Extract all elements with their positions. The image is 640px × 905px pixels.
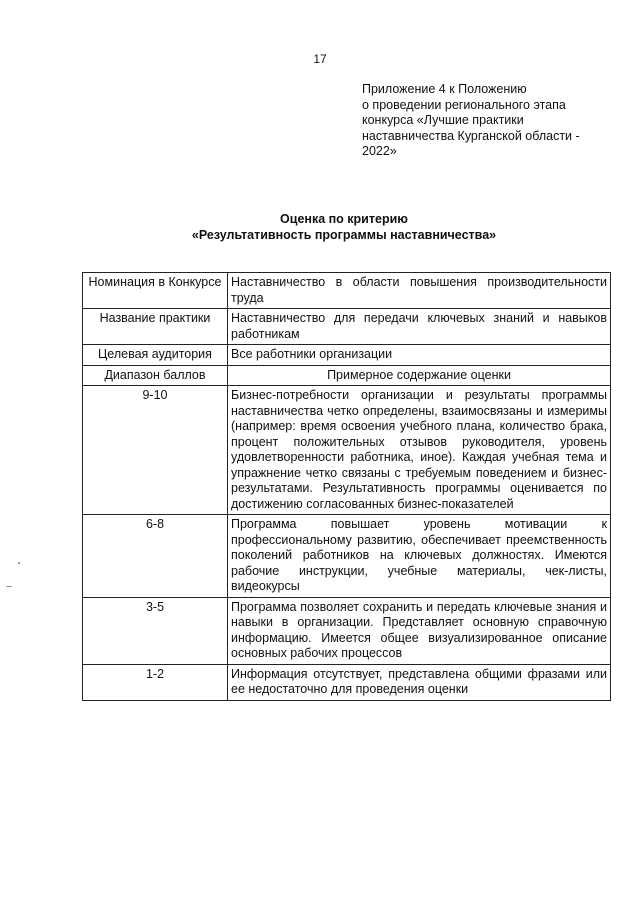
heading-line: «Результативность программы наставничества» bbox=[191, 228, 497, 242]
appendix-note bbox=[362, 82, 622, 160]
table-row bbox=[83, 309, 611, 345]
table-row bbox=[83, 515, 611, 598]
score-range: 1-2 bbox=[83, 664, 228, 700]
row-label: Целевая аудитория bbox=[83, 345, 228, 366]
score-description: Программа позволяет сохранить и передать ключевые знания и навыки в организации. Представляет основную справочную информацию. Имеется общее визуализированное описание основных рабочих процессов bbox=[228, 597, 611, 664]
score-description: Программа повышает уровень мотивации к профессиональному развитию, обеспечивает преемственность поколений работников на ключевых должностях. Имеются рабочие инструкции, учебные материалы, чек-листы, видеокурсы bbox=[228, 515, 611, 598]
column-header-range: Диапазон баллов bbox=[83, 365, 228, 386]
appendix-line: наставничества Курганской области - bbox=[362, 128, 580, 143]
table-row bbox=[83, 345, 611, 366]
row-label: Название практики bbox=[83, 309, 228, 345]
table-row bbox=[83, 386, 611, 515]
document-heading bbox=[0, 211, 640, 243]
score-description: Бизнес-потребности организации и результаты программы наставничества четко определены, взаимосвязаны и измеримы (например: время освоения учебного плана, количество брака, процент положительных отзывов руководителя, уровень удовлетворенности работника, иное). Каждая учебная тема и упражнение четко связаны с требуемым поведением и бизнес-результатами. Результативность программы оценивается по достижению согласованных бизнес-показателей bbox=[228, 386, 611, 515]
appendix-line: о проведении регионального этапа bbox=[362, 97, 566, 112]
criteria-table bbox=[82, 272, 611, 701]
appendix-line: 2022» bbox=[362, 144, 397, 158]
row-value: Все работники организации bbox=[228, 345, 611, 366]
scan-artifact bbox=[6, 586, 12, 587]
score-description: Информация отсутствует, представлена общими фразами или ее недостаточно для проведения оценки bbox=[228, 664, 611, 700]
row-value: Наставничество для передачи ключевых знаний и навыков работникам bbox=[228, 309, 611, 345]
column-header-content: Примерное содержание оценки bbox=[228, 365, 611, 386]
appendix-line: Приложение 4 к Положению bbox=[362, 82, 527, 96]
page-number: 17 bbox=[313, 52, 327, 66]
scan-artifact bbox=[18, 562, 20, 564]
score-range: 3-5 bbox=[83, 597, 228, 664]
heading-line: Оценка по критерию bbox=[280, 212, 408, 226]
table-row bbox=[83, 664, 611, 700]
table-row bbox=[83, 273, 611, 309]
table-header-row bbox=[83, 365, 611, 386]
score-range: 9-10 bbox=[83, 386, 228, 515]
appendix-line: конкурса «Лучшие практики bbox=[362, 113, 524, 127]
table-row bbox=[83, 597, 611, 664]
row-value: Наставничество в области повышения производительности труда bbox=[228, 273, 611, 309]
score-range: 6-8 bbox=[83, 515, 228, 598]
row-label: Номинация в Конкурсе bbox=[83, 273, 228, 309]
